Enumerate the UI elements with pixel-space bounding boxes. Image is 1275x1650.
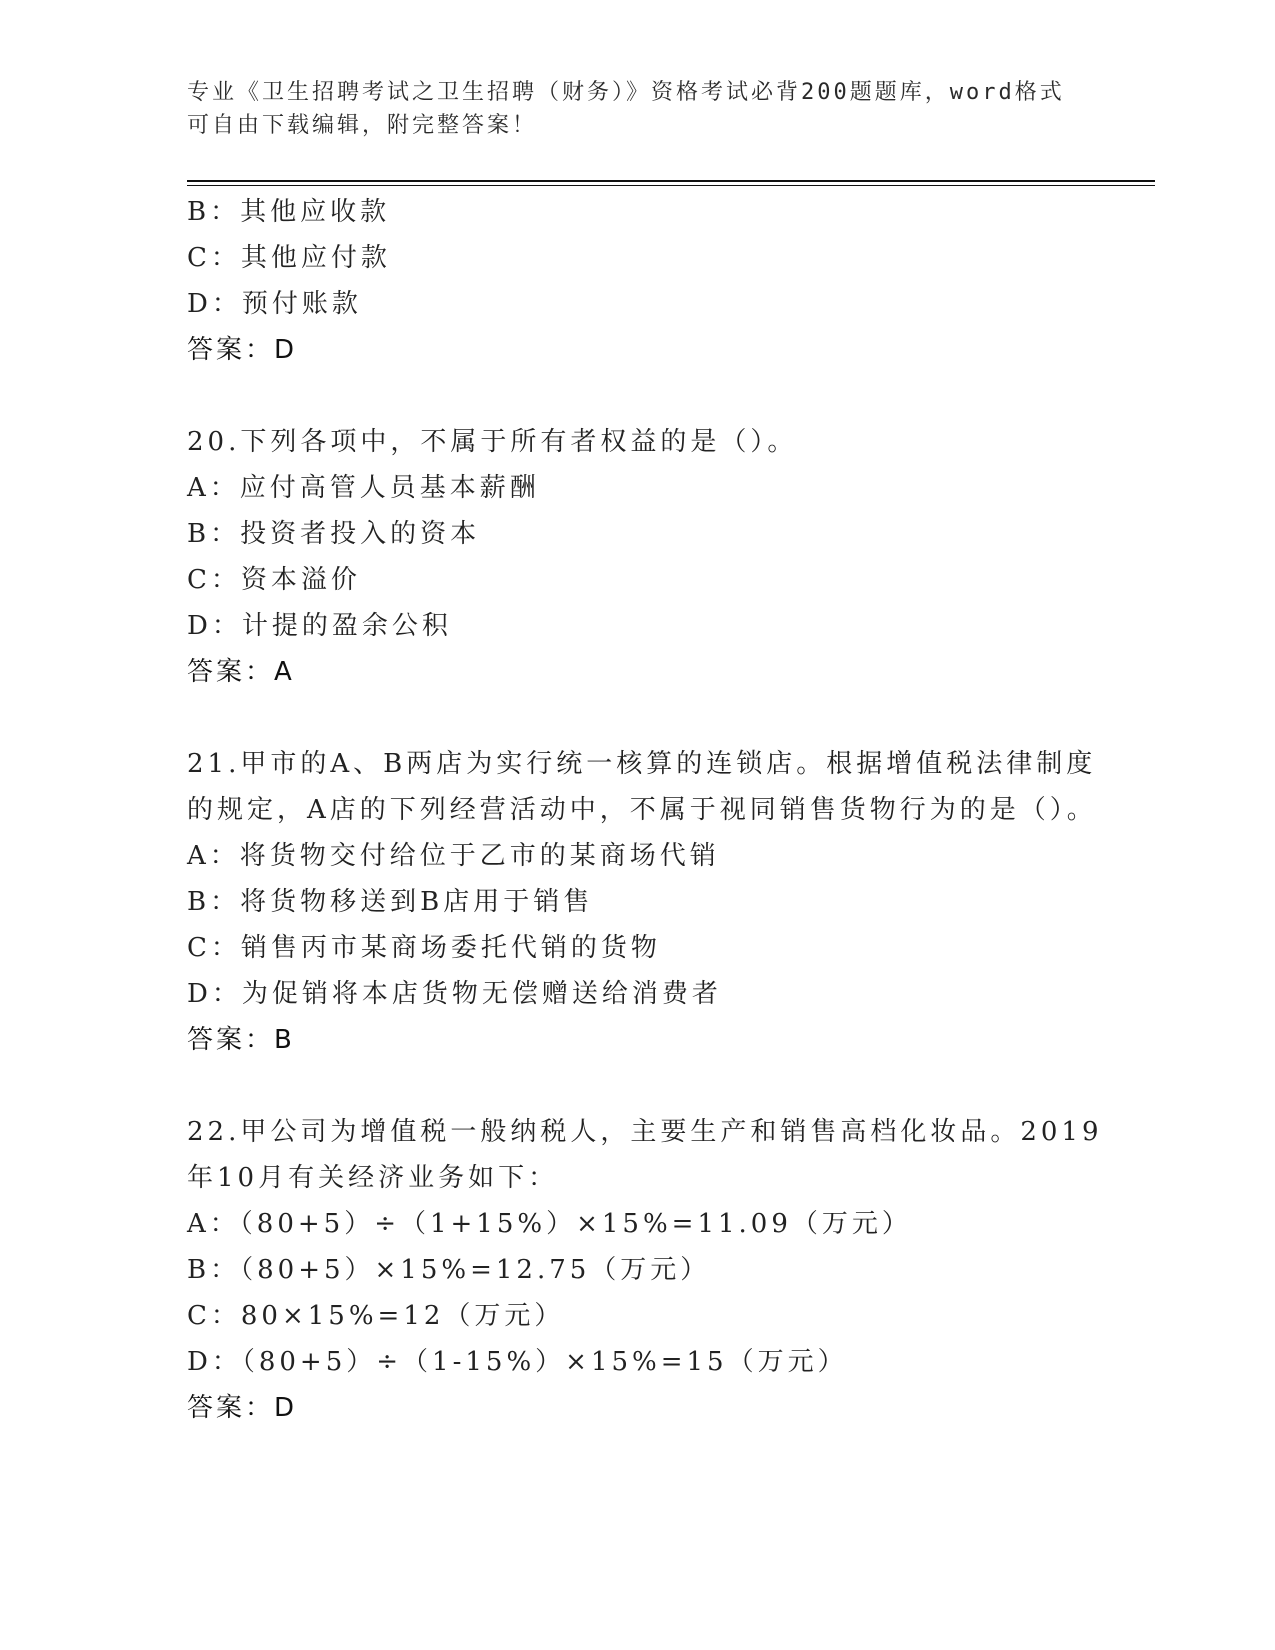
- answer: 答案：D: [187, 1393, 298, 1423]
- option-d: D：计提的盈余公积: [187, 611, 452, 641]
- option-b: B：投资者投入的资本: [187, 519, 481, 549]
- question-text-line-2: 年10月有关经济业务如下：: [187, 1163, 559, 1193]
- question-list: [187, 189, 1103, 1431]
- question-text: 20.下列各项中，不属于所有者权益的是（）。: [187, 427, 798, 457]
- option-a: A：应付高管人员基本薪酬: [187, 473, 540, 503]
- option-c: C：80×15%=12（万元）: [187, 1301, 565, 1331]
- option-c: C：销售丙市某商场委托代销的货物: [187, 933, 661, 963]
- question-22: [187, 1109, 1103, 1431]
- option-b: B：（80+5）×15%=12.75（万元）: [187, 1255, 711, 1285]
- option-a: A：将货物交付给位于乙市的某商场代销: [187, 841, 720, 871]
- answer: 答案：B: [187, 1025, 295, 1055]
- header-rule-thin: [187, 185, 1155, 186]
- question-text-line-1: 21.甲市的A、B两店为实行统一核算的连锁店。根据增值税法律制度: [187, 749, 1097, 779]
- document-header: [187, 76, 1087, 142]
- question-21: [187, 741, 1097, 1063]
- option-b: B：将货物移送到B店用于销售: [187, 887, 594, 917]
- header-line-1: 专业《卫生招聘考试之卫生招聘（财务）》资格考试必背200题题库，word格式: [187, 80, 1065, 105]
- question-20: [187, 419, 1087, 695]
- option-a: A：（80+5）÷（1+15%）×15%=11.09（万元）: [187, 1209, 912, 1239]
- option-d: D：预付账款: [187, 289, 362, 319]
- option-d: D：为促销将本店货物无偿赠送给消费者: [187, 979, 722, 1009]
- question-19: [187, 189, 1087, 373]
- spacer: [187, 695, 1087, 741]
- question-text-line-1: 22.甲公司为增值税一般纳税人，主要生产和销售高档化妆品。2019: [187, 1117, 1103, 1147]
- option-c: C：其他应付款: [187, 243, 391, 273]
- spacer: [187, 373, 1087, 419]
- header-line-2: 可自由下载编辑，附完整答案！: [187, 113, 538, 138]
- spacer: [187, 1063, 1087, 1109]
- option-c: C：资本溢价: [187, 565, 361, 595]
- header-rule-thick: [187, 180, 1155, 182]
- question-text-line-2: 的规定，A店的下列经营活动中，不属于视同销售货物行为的是（）。: [187, 795, 1097, 825]
- answer: 答案：D: [187, 335, 298, 365]
- option-d: D：（80+5）÷（1-15%）×15%=15（万元）: [187, 1347, 848, 1377]
- option-b: B：其他应收款: [187, 197, 391, 227]
- answer: 答案：A: [187, 657, 295, 687]
